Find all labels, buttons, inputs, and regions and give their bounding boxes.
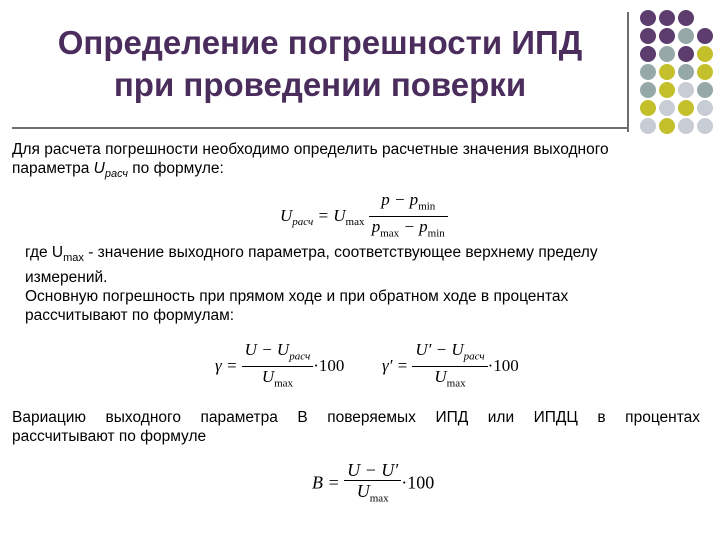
formula-u-calc (280, 190, 448, 244)
decorative-dot (640, 100, 656, 116)
f1-num-sub: min (418, 200, 436, 213)
f1-den: p (371, 217, 381, 237)
decorative-dot (640, 10, 656, 26)
f3-den-sub: max (446, 377, 466, 390)
horizontal-divider (12, 127, 628, 129)
decorative-dot (640, 64, 656, 80)
f1-eq-sub: max (345, 216, 365, 229)
f4-den: U (356, 481, 370, 501)
vertical-divider (627, 12, 629, 132)
variation-paragraph (12, 408, 700, 446)
intro-line-1: Для расчета погрешности необходимо определить расчетные значения выходного (12, 141, 609, 158)
f1-num: p − p (381, 190, 419, 209)
decorative-dot (697, 100, 713, 116)
decorative-dot (678, 28, 694, 44)
decorative-dot (659, 28, 675, 44)
decorative-dot (678, 64, 694, 80)
f4-den-sub: max (369, 492, 389, 505)
f3-fraction (412, 340, 487, 394)
decorative-dot (659, 46, 675, 62)
intro-var: U (93, 160, 105, 177)
f3-num: U′ − U (415, 340, 464, 359)
title-line-2: при проведении поверки (113, 66, 527, 103)
f1-lhs: U (280, 205, 293, 225)
decorative-dot (640, 82, 656, 98)
intro-paragraph (12, 140, 609, 184)
decorative-dot (659, 82, 675, 98)
formula-variation (312, 460, 434, 509)
f1-lhs-sub: расч (292, 216, 314, 229)
decorative-dot (678, 100, 694, 116)
f2-tail: ·100 (313, 355, 345, 375)
decorative-dot (659, 100, 675, 116)
f2-lhs: γ = (215, 355, 238, 375)
f4-num: U − U′ (347, 460, 399, 480)
def-line-1 (25, 243, 598, 268)
formula-gamma-prime (382, 340, 519, 394)
variation-line-2: рассчитывают по формуле (12, 428, 207, 445)
decorative-dot (697, 28, 713, 44)
intro-text: параметра (12, 160, 94, 177)
decorative-dot (640, 28, 656, 44)
decorative-dot (697, 118, 713, 134)
def-sub: max (63, 252, 84, 265)
f1-eq: = U (313, 205, 346, 225)
slide-title (20, 22, 620, 106)
f3-tail: ·100 (487, 355, 519, 375)
decorative-dot (678, 118, 694, 134)
decorative-dot (678, 82, 694, 98)
intro-var-sub: расч (104, 168, 128, 181)
f3-num-sub: расч (463, 350, 485, 363)
f3-den: U (434, 367, 447, 387)
f2-num: U − U (244, 340, 290, 359)
decorative-dot (659, 10, 675, 26)
f4-fraction (344, 460, 401, 509)
decorative-dot (697, 46, 713, 62)
f1-den-b: − p (399, 217, 428, 237)
def-text-end: - значение выходного параметра, соответствующее верхнему пределу (83, 244, 598, 261)
decorative-dot (659, 118, 675, 134)
f2-num-sub: расч (289, 350, 311, 363)
f3-lhs: γ′ = (382, 355, 409, 375)
error-line-1: Основную погрешность при прямом ходе и при обратном ходе в процентах (25, 288, 569, 306)
f4-tail: ·100 (401, 472, 435, 493)
intro-line-2 (12, 159, 609, 184)
f1-den-sub1: max (380, 227, 400, 240)
f1-den-sub2: min (427, 227, 445, 240)
def-text: где U (25, 244, 64, 261)
f2-den-sub: max (274, 377, 294, 390)
formula-gamma (215, 340, 344, 394)
decorative-dot (640, 118, 656, 134)
decorative-dot (697, 64, 713, 80)
decorative-dot (659, 64, 675, 80)
intro-text-end: по формуле: (127, 160, 224, 177)
f4-lhs: B = (312, 472, 340, 493)
decorative-dot (678, 10, 694, 26)
f2-den: U (261, 367, 275, 387)
f1-fraction (369, 190, 448, 244)
def-line-2: измерений. (25, 269, 108, 287)
definition-paragraph (25, 243, 598, 325)
variation-line-1: Вариацию выходного параметра В поверяемых ИПД или ИПДЦ в процентах (12, 409, 700, 426)
decorative-dot (678, 46, 694, 62)
decorative-dot (640, 46, 656, 62)
title-line-1: Определение погрешности ИПД (57, 24, 583, 61)
decorative-dot (697, 82, 713, 98)
error-line-2: рассчитывают по формулам: (25, 307, 235, 325)
f2-fraction (242, 340, 314, 394)
